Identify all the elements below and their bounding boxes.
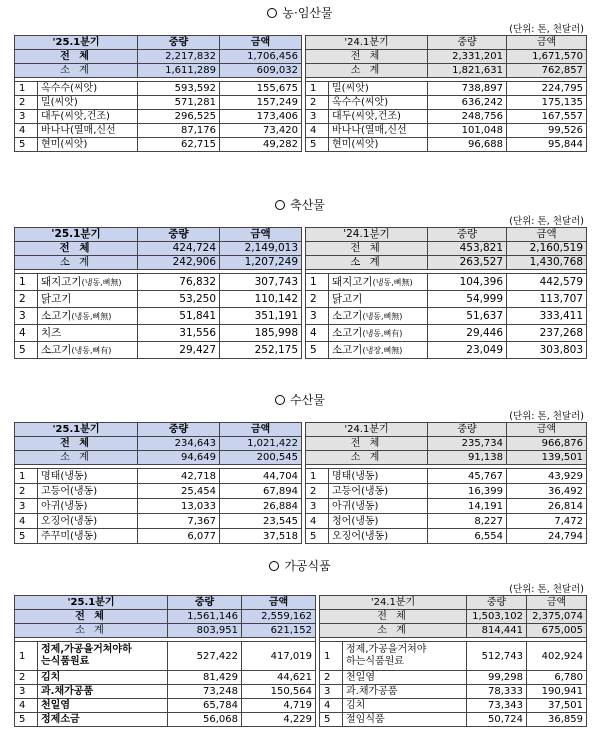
subtotal-row: 소 계 242,906 1,207,249 소 계 263,527 1,430,768 xyxy=(15,256,587,270)
table-row: 1 옥수수(씨앗) 593,592 155,675 1 밀(씨앗) 738,897 224,795 xyxy=(15,82,587,96)
subtotal-row: 소 계 1,611,289 609,032 소 계 1,821,631 762,857 xyxy=(15,64,587,78)
table-row: 1 정제,가공을거쳐야하 는식품원료 527,422 417,019 1 정제,가공을거쳐야 하는식품원료 512,743 402,924 xyxy=(15,642,587,671)
period-header-right: '24.1분기 xyxy=(306,36,428,50)
amount-header-left: 금액 xyxy=(220,36,302,50)
table-row: 1 돼지고기(냉동,뼈無) 76,832 307,743 1 돼지고기(냉동,뼈無) 104,396 442,579 xyxy=(15,274,587,291)
section-title: 축산물 xyxy=(14,196,586,213)
unit-label: (단위: 톤, 천달러) xyxy=(509,411,584,422)
circle-bullet-icon xyxy=(269,561,279,571)
total-row: 전 체 234,643 1,021,422 전 체 235,734 966,876 xyxy=(15,437,587,451)
period-header-left: '25.1분기 xyxy=(15,36,138,50)
amount-header-right: 금액 xyxy=(507,36,587,50)
data-table xyxy=(14,595,587,727)
section-title: 농·임산물 xyxy=(14,4,586,21)
section-title: 수산물 xyxy=(14,391,586,408)
total-row: 전 체 2,217,832 1,706,456 전 체 2,331,201 1,671,570 xyxy=(15,50,587,64)
weight-header-left: 중량 xyxy=(138,36,220,50)
table-row: 2 고등어(냉동) 25,454 67,894 2 고등어(냉동) 16,399 36,492 xyxy=(15,484,587,499)
table-row: 4 천일염 65,784 4,719 4 김치 73,343 37,501 xyxy=(15,699,587,713)
table-row: 2 닭고기 53,250 110,142 2 닭고기 54,999 113,707 xyxy=(15,291,587,308)
circle-bullet-icon xyxy=(275,395,285,405)
table-row: 2 밀(씨앗) 571,281 157,249 2 옥수수(씨앗) 636,242 175,135 xyxy=(15,96,587,110)
table-row: 3 소고기(냉동,뼈無) 51,841 351,191 3 소고기(냉동,뼈無) 51,637 333,411 xyxy=(15,308,587,325)
section-title: 가공식품 xyxy=(14,557,586,574)
data-table xyxy=(14,227,587,359)
total-row: 전 체 1,561,146 2,559,162 전 체 1,503,102 2,375,074 xyxy=(15,610,587,624)
unit-label: (단위: 톤, 천달러) xyxy=(509,24,584,35)
unit-label: (단위: 톤, 천달러) xyxy=(509,216,584,227)
table-row: 1 명태(냉동) 42,718 44,704 1 명태(냉동) 45,767 43,929 xyxy=(15,469,587,484)
table-row: 2 김치 81,429 44,621 2 천일염 99,298 6,780 xyxy=(15,671,587,685)
table-row: 3 아귀(냉동) 13,033 26,884 3 아귀(냉동) 14,191 26,814 xyxy=(15,499,587,514)
circle-bullet-icon xyxy=(275,200,285,210)
table-row: 3 대두(씨앗,건조) 296,525 173,406 3 대두(씨앗,건조) 248,756 167,557 xyxy=(15,110,587,124)
subtotal-row: 소 계 803,951 621,152 소 계 814,441 675,005 xyxy=(15,624,587,638)
table-row: 3 과.채가공품 73,248 150,564 3 과.채가공품 78,333 190,941 xyxy=(15,685,587,699)
table-row: 5 정제소금 56,068 4,229 5 절임식품 50,724 36,859 xyxy=(15,713,587,727)
table-row: 4 치즈 31,556 185,998 4 소고기(냉동,뼈有) 29,446 237,268 xyxy=(15,325,587,342)
header-row: '25.1분기 중량 금액 '24.1분기 중량 금액 xyxy=(15,596,587,610)
weight-header-right: 중량 xyxy=(428,36,507,50)
header-row xyxy=(15,36,587,50)
unit-label: (단위: 톤, 천달러) xyxy=(509,584,584,595)
header-row: '25.1분기 중량 금액 '24.1분기 중량 금액 xyxy=(15,228,587,242)
header-row: '25.1분기 중량 금액 '24.1분기 중량 금액 xyxy=(15,423,587,437)
table-row: 5 주꾸미(냉동) 6,077 37,518 5 오징어(냉동) 6,554 24,794 xyxy=(15,529,587,544)
circle-bullet-icon xyxy=(267,8,277,18)
table-row: 5 소고기(냉동,뼈有) 29,427 252,175 5 소고기(냉장,뼈無) 23,049 303,803 xyxy=(15,342,587,359)
subtotal-row: 소 계 94,649 200,545 소 계 91,138 139,501 xyxy=(15,451,587,465)
table-row: 4 바나나(열매,신선 87,176 73,420 4 바나나(열매,신선 101,048 99,526 xyxy=(15,124,587,138)
total-row: 전 체 424,724 2,149,013 전 체 453,821 2,160,519 xyxy=(15,242,587,256)
table-row: 4 오징어(냉동) 7,367 23,545 4 청어(냉동) 8,227 7,472 xyxy=(15,514,587,529)
data-table xyxy=(14,35,587,152)
table-row: 5 현미(씨앗) 62,715 49,282 5 현미(씨앗) 96,688 95,844 xyxy=(15,138,587,152)
data-table xyxy=(14,422,587,544)
